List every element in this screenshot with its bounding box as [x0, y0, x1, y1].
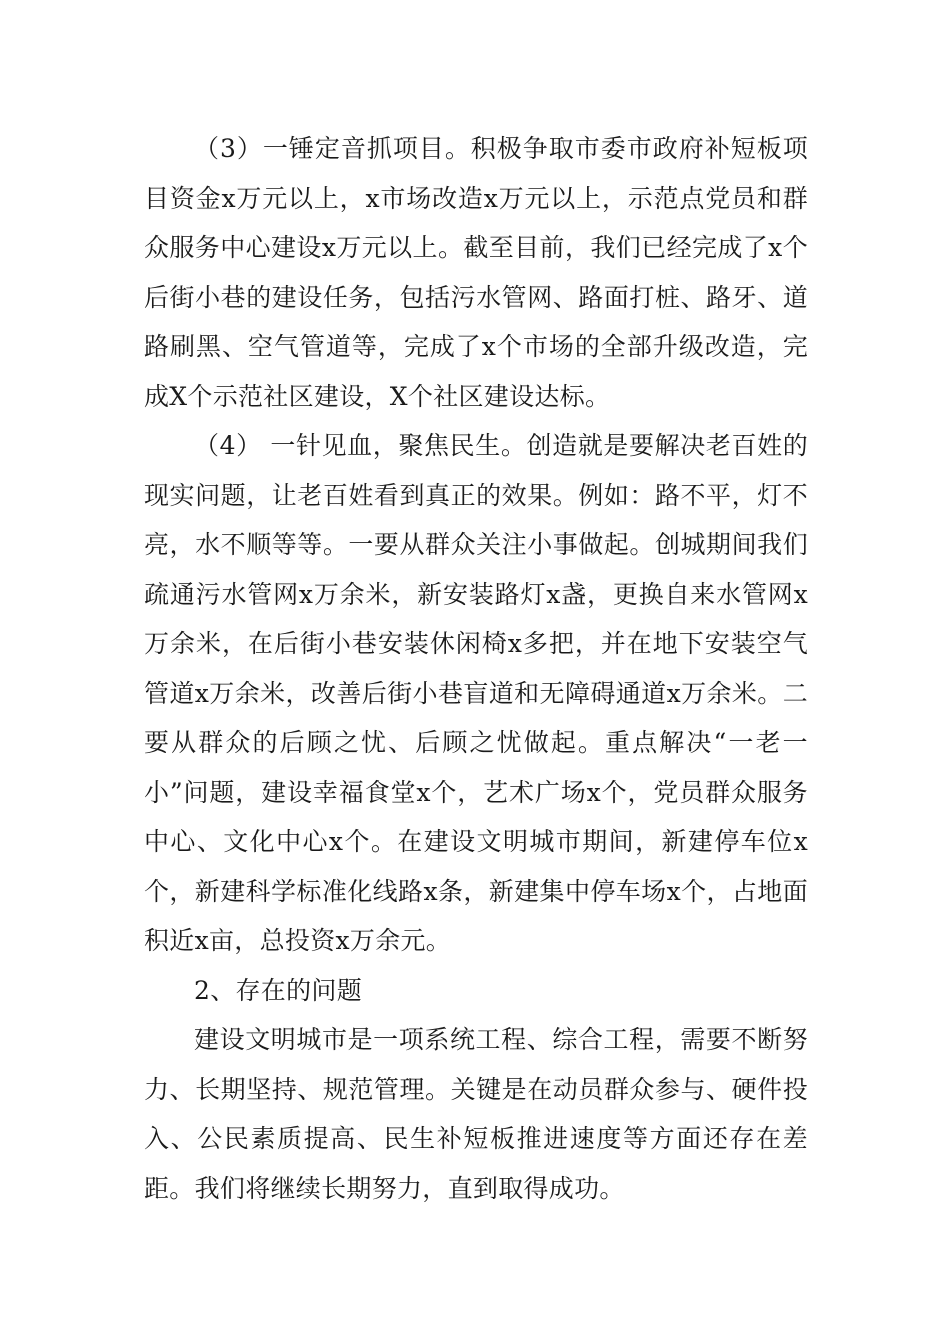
- paragraph-project-funding: （3）一锤定音抓项目。积极争取市委市政府补短板项目资金x万元以上，x市场改造x万元以上，示范点党员和群众服务中心建设x万元以上。截至目前，我们已经完成了x个后街小巷的建设任务，包括污水管网、路面打桩、路牙、道路刷黑、空气管道等，完成了x个市场的全部升级改造，完成X个示范社区建设，X个社区建设达标。: [144, 134, 808, 411]
- paragraph-conclusion: 建设文明城市是一项系统工程、综合工程，需要不断努力、长期坚持、规范管理。关键是在动员群众参与、硬件投入、公民素质提高、民生补短板推进速度等方面还存在差距。我们将继续长期努力，直到取得成功。: [144, 1025, 808, 1203]
- paragraph-livelihood: （4） 一针见血，聚焦民生。创造就是要解决老百姓的现实问题，让老百姓看到真正的效果。例如：路不平，灯不亮，水不顺等等。一要从群众关注小事做起。创城期间我们疏通污水管网x万余米，新安装路灯x盏，更换自来水管网x万余米，在后街小巷安装休闲椅x多把，并在地下安装空气管道x万余米，改善后街小巷盲道和无障碍通道x万余米。二要从群众的后顾之忧、后顾之忧做起。重点解决“一老一小”问题，建设幸福食堂x个，艺术广场x个，党员群众服务中心、文化中心x个。在建设文明城市期间，新建停车位x个，新建科学标准化线路x条，新建集中停车场x个，占地面积近x亩，总投资x万余元。: [144, 431, 808, 955]
- section-heading-problems: 2、存在的问题: [194, 975, 363, 1005]
- document-body: [144, 124, 808, 1213]
